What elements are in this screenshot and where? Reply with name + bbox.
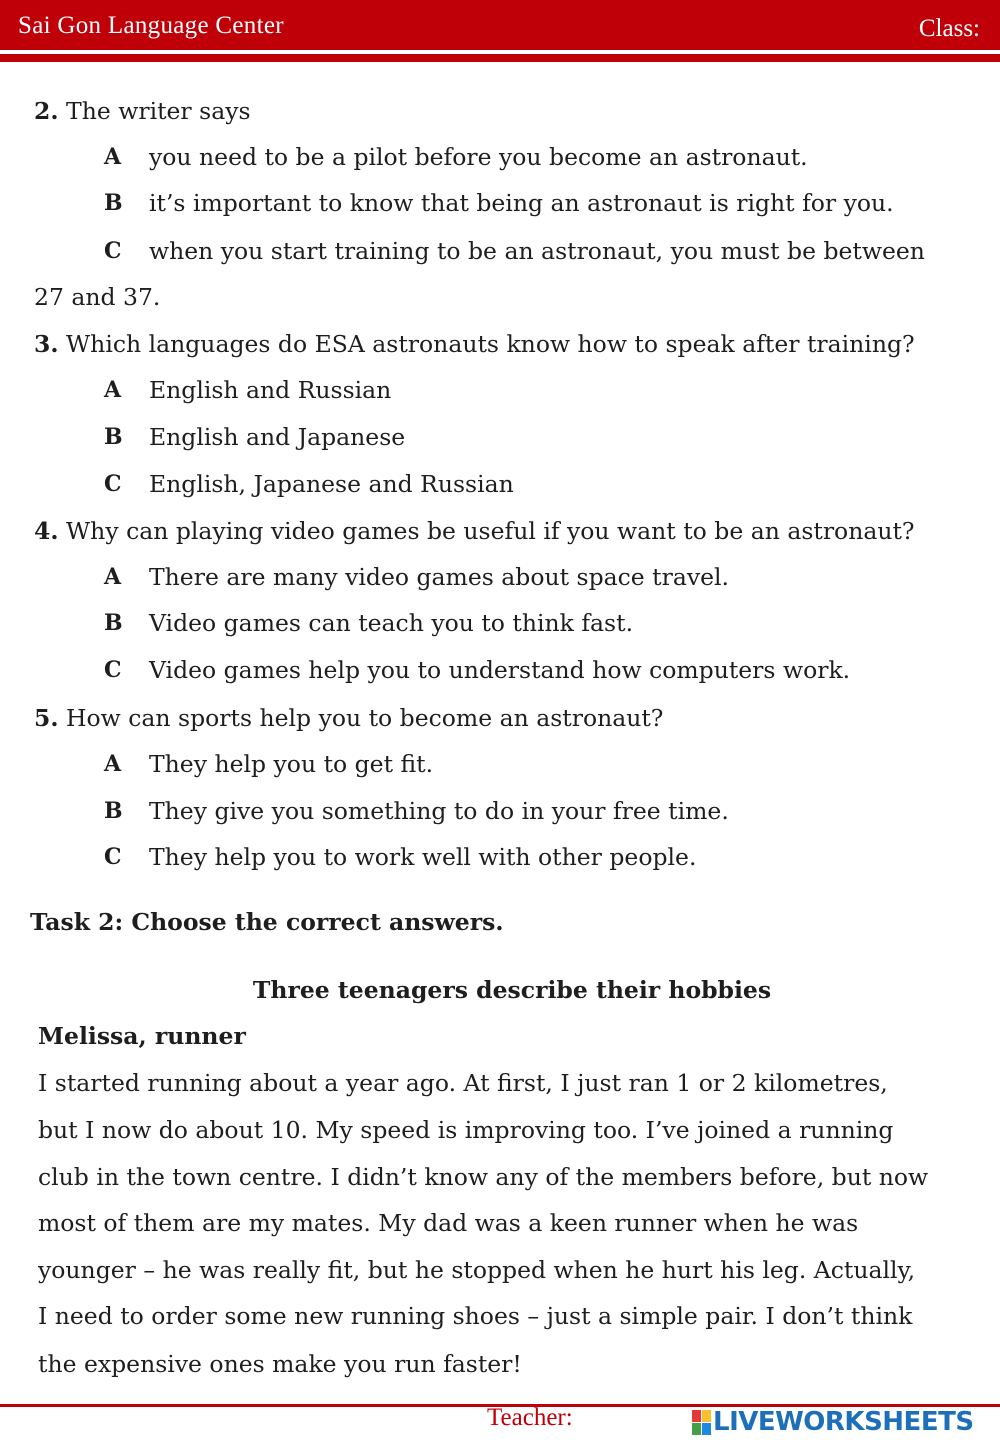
- question-text: The writer says: [66, 97, 251, 125]
- question-stem: [34, 703, 663, 733]
- option-text: There are many video games about space travel.: [149, 563, 730, 591]
- passage-line: but I now do about 10. My speed is improving too. I’ve joined a running: [38, 1116, 894, 1144]
- header-bar: [0, 0, 1000, 50]
- header-divider: [0, 54, 1000, 62]
- option-letter: C: [104, 657, 122, 683]
- question-stem: [34, 329, 915, 359]
- question-number: 3.: [34, 330, 59, 358]
- option-text: it’s important to know that being an astronaut is right for you.: [149, 189, 894, 217]
- passage-line: younger – he was really fit, but he stopped when he hurt his leg. Actually,: [38, 1256, 916, 1284]
- question-text: Why can playing video games be useful if you want to be an astronaut?: [66, 517, 915, 545]
- question-number: 5.: [34, 704, 59, 732]
- liveworksheets-logo[interactable]: [692, 1404, 974, 1440]
- question-stem: [34, 96, 251, 126]
- option-text: They help you to get fit.: [149, 750, 434, 778]
- option-text: Video games can teach you to think fast.: [149, 609, 634, 637]
- logo-text: LIVEWORKSHEETS: [713, 1407, 974, 1437]
- option-letter: C: [104, 844, 122, 870]
- option-text: Video games help you to understand how computers work.: [149, 656, 851, 684]
- class-label: Class:: [918, 15, 980, 42]
- question-text: How can sports help you to become an astronaut?: [66, 704, 664, 732]
- teacher-label: Teacher:: [487, 1404, 573, 1431]
- option-letter: A: [104, 564, 122, 590]
- option-letter: A: [104, 144, 122, 170]
- option-letter: B: [104, 424, 123, 450]
- question-stem: [34, 516, 915, 546]
- option-text: English, Japanese and Russian: [149, 470, 514, 498]
- option-letter: C: [104, 238, 122, 264]
- option-text: They give you something to do in your free time.: [149, 797, 729, 825]
- option-letter: B: [104, 798, 123, 824]
- passage-line: most of them are my mates. My dad was a keen runner when he was: [38, 1209, 859, 1237]
- option-letter: B: [104, 190, 123, 216]
- passage-line: I need to order some new running shoes – just a simple pair. I don’t think: [38, 1302, 913, 1330]
- question-text: Which languages do ESA astronauts know how to speak after training?: [66, 330, 915, 358]
- question-number: 2.: [34, 97, 59, 125]
- task-heading: Task 2: Choose the correct answers.: [30, 908, 504, 936]
- option-letter: B: [104, 610, 123, 636]
- option-letter: C: [104, 471, 122, 497]
- logo-blocks-icon: [692, 1410, 711, 1435]
- option-text: when you start training to be an astronaut, you must be between: [149, 237, 925, 265]
- center-name: Sai Gon Language Center: [18, 12, 284, 39]
- option-text: English and Japanese: [149, 423, 406, 451]
- option-letter: A: [104, 377, 122, 403]
- question-number: 4.: [34, 517, 59, 545]
- option-text: English and Russian: [149, 376, 392, 404]
- option-text-continuation: 27 and 37.: [34, 283, 161, 311]
- passage-line: club in the town centre. I didn’t know any of the members before, but now: [38, 1163, 929, 1191]
- speaker-name: Melissa, runner: [38, 1022, 246, 1050]
- passage-line: I started running about a year ago. At first, I just ran 1 or 2 kilometres,: [38, 1069, 888, 1097]
- passage-line: the expensive ones make you run faster!: [38, 1350, 522, 1378]
- option-text: They help you to work well with other people.: [149, 843, 697, 871]
- passage-title: Three teenagers describe their hobbies: [252, 976, 772, 1004]
- option-text: you need to be a pilot before you become an astronaut.: [149, 143, 808, 171]
- option-letter: A: [104, 751, 122, 777]
